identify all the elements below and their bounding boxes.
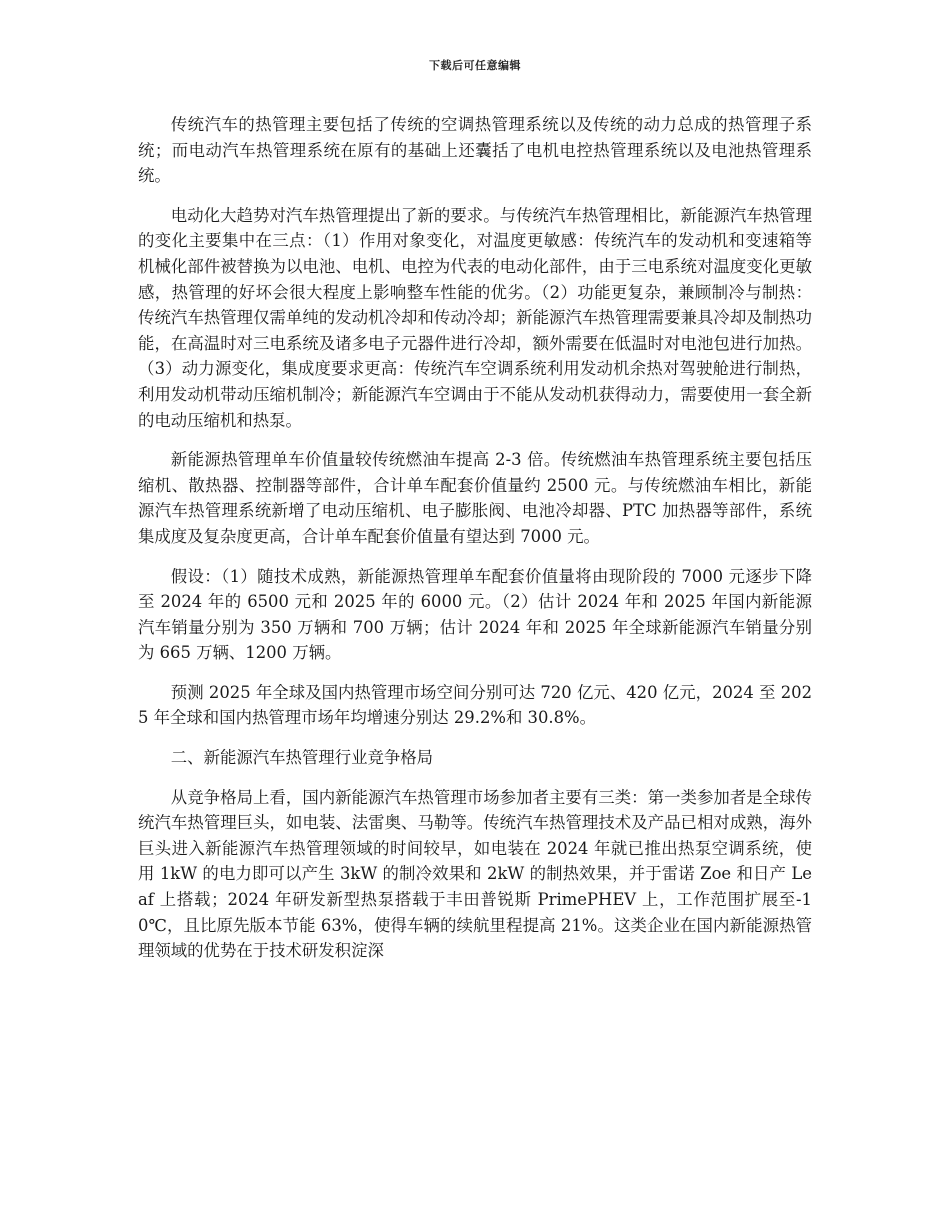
document-body xyxy=(138,112,812,978)
paragraph-market-forecast: 预测 2025 年全球及国内热管理市场空间分别可达 720 亿元、420 亿元，2024 至 2025 年全球和国内热管理市场年均增速分别达 29.2%和 30.8%。 xyxy=(138,682,812,728)
page-header: 下载后可任意编辑 xyxy=(429,59,521,72)
paragraph-electrification-requirements: 电动化大趋势对汽车热管理提出了新的要求。与传统汽车热管理相比，新能源汽车热管理的变化主要集中在三点：（1）作用对象变化，对温度更敏感：传统汽车的发动机和变速箱等机械化部件被替换为以电池、电机、电控为代表的电动化部件，由于三电系统对温度变化更敏感，热管理的好坏会很大程度上影响整车性能的优劣。（2）功能更复杂，兼顾制冷与制热：传统汽车热管理仅需单纯的发动机冷却和传动冷却；新能源汽车热管理需要兼具冷却及制热功能，在高温时对三电系统及诸多电子元器件进行冷却，额外需要在低温时对电池包进行加热。（3）动力源变化，集成度要求更高：传统汽车空调系统利用发动机余热对驾驶舱进行制热，利用发动机带动压缩机制冷；新能源汽车空调由于不能从发动机获得动力，需要使用一套全新的电动压缩机和热泵。 xyxy=(138,205,812,430)
section-heading-competition: 二、新能源汽车热管理行业竞争格局 xyxy=(170,748,434,768)
paragraph-thermal-management-scope: 传统汽车的热管理主要包括了传统的空调热管理系统以及传统的动力总成的热管理子系统；而电动汽车热管理系统在原有的基础上还囊括了电机电控热管理系统以及电池热管理系统。 xyxy=(138,115,812,186)
paragraph-assumptions: 假设：（1）随技术成熟，新能源热管理单车配套价值量将由现阶段的 7000 元逐步下降至 2024 年的 6500 元和 2025 年的 6000 元。（2）估计 2024 年和 2025 年国内新能源汽车销量分别为 350 万辆和 700 万辆；估计 2024 年和 2025 年全球新能源汽车销量分别为 665 万辆、1200 万辆。 xyxy=(138,566,812,663)
paragraph-competitive-landscape: 从竞争格局上看，国内新能源汽车热管理市场参加者主要有三类：第一类参加者是全球传统汽车热管理巨头，如电装、法雷奥、马勒等。传统汽车热管理技术及产品已相对成熟，海外巨头进入新能源汽车热管理领域的时间较早，如电装在 2024 年就已推出热泵空调系统，使用 1kW 的电力即可以产生 3kW 的制冷效果和 2kW 的制热效果，并于雷诺 Zoe 和日产 Leaf 上搭载；2024 年研发新型热泵搭载于丰田普锐斯 PrimePHEV 上，工作范围扩展至-10℃，且比原先版本节能 63%，使得车辆的续航里程提高 21%。这类企业在国内新能源热管理领域的优势在于技术研发积淀深 xyxy=(138,787,812,961)
paragraph-value-increase: 新能源热管理单车价值量较传统燃油车提高 2-3 倍。传统燃油车热管理系统主要包括压缩机、散热器、控制器等部件，合计单车配套价值量约 2500 元。与传统燃油车相比，新能源汽车热管理系统新增了电动压缩机、电子膨胀阀、电池冷却器、PTC 加热器等部件，系统集成度及复杂度更高，合计单车配套价值量有望达到 7000 元。 xyxy=(138,450,812,546)
